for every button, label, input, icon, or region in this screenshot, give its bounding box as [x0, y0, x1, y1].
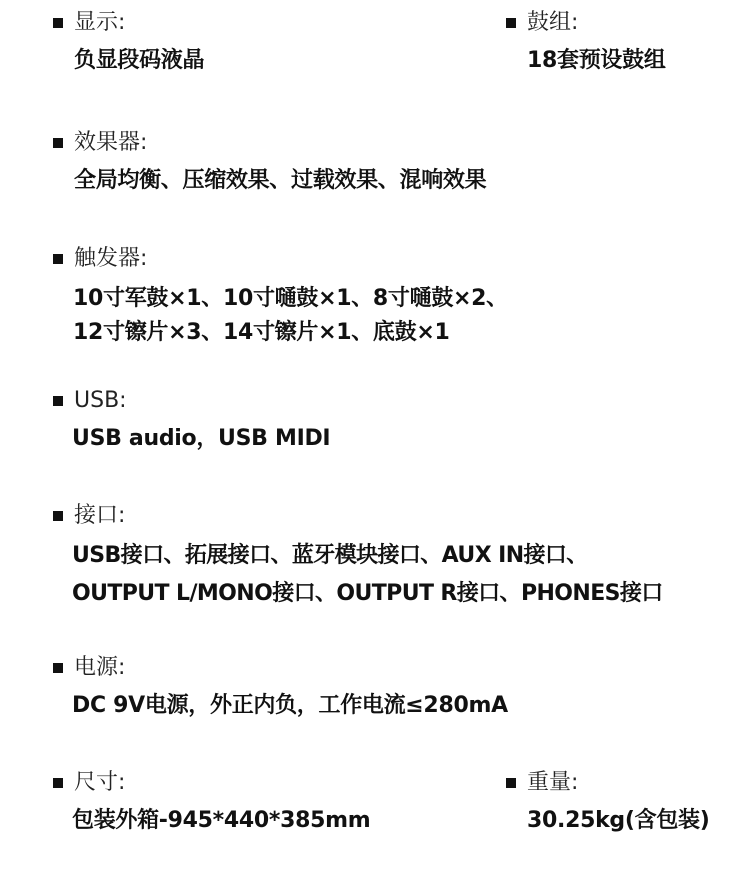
- square-bullet-icon: [53, 511, 63, 521]
- spec-label: [52, 10, 204, 36]
- spec-label: [52, 503, 663, 529]
- spec-size: [52, 770, 370, 834]
- spec-drum-kits: [505, 10, 666, 74]
- spec-effects: [52, 130, 486, 194]
- spec-label: [505, 770, 709, 796]
- spec-label: [505, 10, 666, 36]
- weight-label: 重量:: [527, 770, 579, 795]
- ports-value: [72, 543, 663, 607]
- display-value: [74, 48, 204, 74]
- size-label: 尺寸:: [74, 770, 126, 795]
- value-line: 30.25kg(含包装): [527, 808, 710, 833]
- square-bullet-icon: [53, 778, 63, 788]
- effects-label: 效果器:: [74, 130, 148, 155]
- square-bullet-icon: [53, 396, 63, 406]
- spec-triggers: [52, 246, 508, 346]
- size-value: [72, 808, 370, 834]
- value-line: DC 9V电源，外正内负，工作电流≤280mA: [72, 693, 508, 718]
- value-line: 10寸军鼓×1、10寸嗵鼓×1、8寸嗵鼓×2、: [73, 286, 508, 311]
- usb-value: [72, 426, 330, 452]
- spec-usb: [52, 388, 330, 452]
- square-bullet-icon: [53, 138, 63, 148]
- drum-kits-value: [527, 48, 666, 74]
- value-line: 包装外箱-945*440*385mm: [72, 808, 371, 833]
- usb-label: USB:: [74, 388, 127, 413]
- square-bullet-icon: [506, 18, 516, 28]
- spec-label: [52, 655, 508, 681]
- spec-weight: [505, 770, 709, 834]
- square-bullet-icon: [53, 663, 63, 673]
- effects-value: [74, 168, 486, 194]
- spec-power: [52, 655, 508, 719]
- spec-ports: [52, 503, 663, 607]
- drum-kits-label: 鼓组:: [527, 10, 579, 35]
- ports-label: 接口:: [74, 503, 126, 528]
- value-line: 全局均衡、压缩效果、过载效果、混响效果: [74, 168, 487, 193]
- weight-value: [527, 808, 709, 834]
- triggers-value: [73, 286, 508, 346]
- power-label: 电源:: [74, 655, 126, 680]
- value-line: 18套预设鼓组: [527, 48, 666, 73]
- spec-label: [52, 130, 486, 156]
- value-line: USB audio，USB MIDI: [72, 426, 331, 451]
- triggers-label: 触发器:: [74, 246, 148, 271]
- display-label: 显示:: [74, 10, 126, 35]
- value-line: 12寸镲片×3、14寸镲片×1、底鼓×1: [73, 320, 450, 345]
- spec-label: [52, 770, 370, 796]
- spec-label: [52, 246, 508, 272]
- square-bullet-icon: [506, 778, 516, 788]
- square-bullet-icon: [53, 18, 63, 28]
- value-line: OUTPUT L/MONO接口、OUTPUT R接口、PHONES接口: [72, 581, 663, 606]
- value-line: 负显段码液晶: [74, 48, 205, 73]
- square-bullet-icon: [53, 254, 63, 264]
- spec-label: [52, 388, 330, 414]
- power-value: [72, 693, 508, 719]
- spec-display: [52, 10, 204, 74]
- value-line: USB接口、拓展接口、蓝牙模块接口、AUX IN接口、: [72, 543, 588, 568]
